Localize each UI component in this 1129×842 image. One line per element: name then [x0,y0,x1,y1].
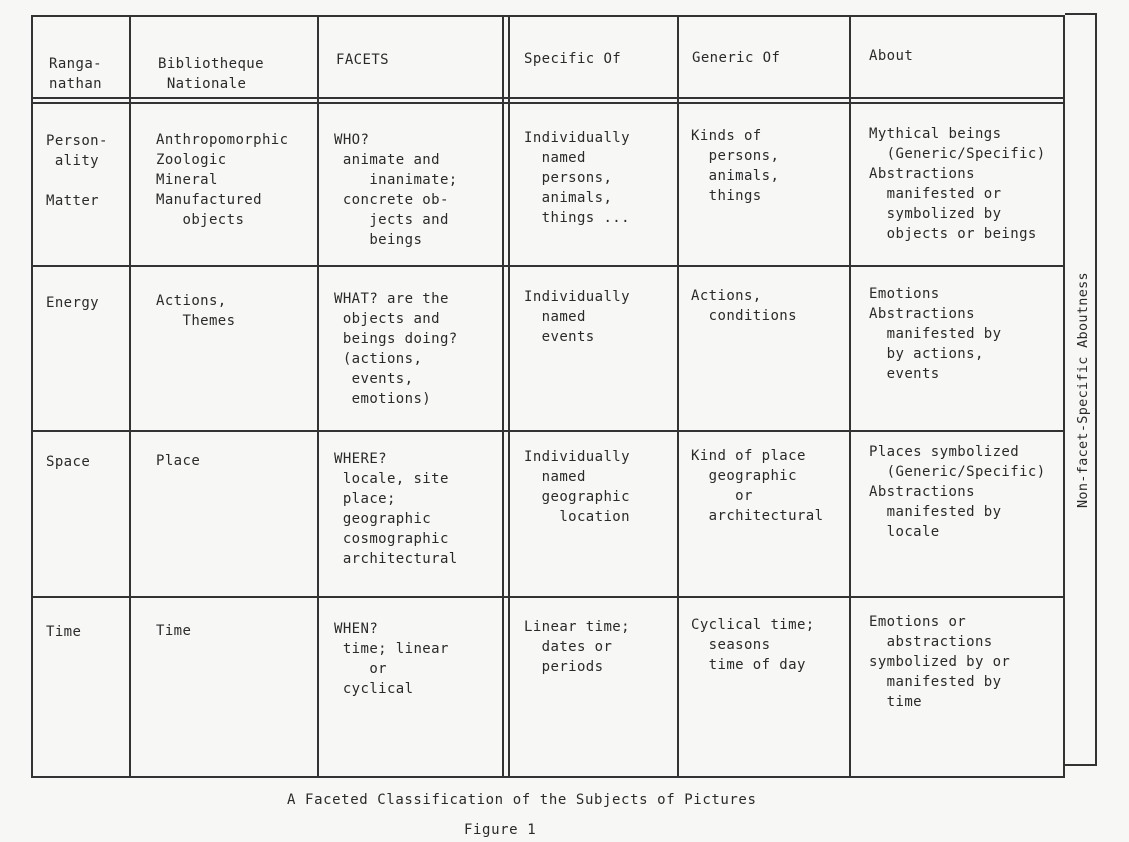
row-divider [31,265,1065,267]
column-divider [849,15,851,778]
table-cell: Space [46,454,91,470]
table-cell: Emotions Abstractions manifested by by actions, events [869,286,1002,382]
header-rule [31,97,1065,99]
table-cell: Mythical beings (Generic/Specific) Abstractions manifested or symbolized by objects or beings [869,126,1046,242]
header-bibliotheque-nationale: Bibliotheque Nationale [158,56,264,92]
table-cell: WHERE? locale, site place; geographic cosmographic architectural [334,451,458,567]
table-cell: Emotions or abstractions symbolized by or manifested by time [869,614,1011,710]
table-cell: Anthropomorphic Zoologic Mineral Manufactured objects [156,132,289,228]
figure-number: Figure 1 [464,822,537,838]
table-cell: WHEN? time; linear or cyclical [334,621,449,697]
header-generic-of: Generic Of [692,50,781,66]
table-cell: Actions, Themes [156,293,236,329]
figure-caption: A Faceted Classification of the Subjects of Pictures [287,792,757,808]
table-cell: Kind of place geographic or architectural [691,448,824,524]
table-cell: Linear time; dates or periods [524,619,630,675]
column-divider [129,15,131,778]
side-label: Non-facet-Specific Aboutness [1075,272,1091,508]
header-facets: FACETS [336,52,389,68]
table-cell: Time [156,623,192,639]
table-cell: Individually named events [524,289,630,345]
table-cell: WHAT? are the objects and beings doing? (actions, events, emotions) [334,291,458,407]
table-cell: Places symbolized (Generic/Specific) Abstractions manifested by locale [869,444,1046,540]
table-cell: Energy [46,295,99,311]
table-cell: Place [156,453,201,469]
table-cell: Person- ality Matter [46,133,108,209]
table-cell: Time [46,624,82,640]
table-cell: Individually named geographic location [524,449,630,525]
column-divider [317,15,319,778]
header-rule [31,102,1065,104]
header-ranganathan: Ranga- nathan [49,56,102,92]
row-divider [31,430,1065,432]
table-cell: Individually named persons, animals, things ... [524,130,630,226]
column-divider [508,15,510,778]
row-divider [31,596,1065,598]
column-divider [677,15,679,778]
header-about: About [869,48,914,64]
table-cell: WHO? animate and inanimate; concrete ob- jects and beings [334,132,458,248]
table-cell: Actions, conditions [691,288,797,324]
column-divider [502,15,504,778]
header-specific-of: Specific Of [524,51,622,67]
table-cell: Cyclical time; seasons time of day [691,617,815,673]
table-cell: Kinds of persons, animals, things [691,128,780,204]
